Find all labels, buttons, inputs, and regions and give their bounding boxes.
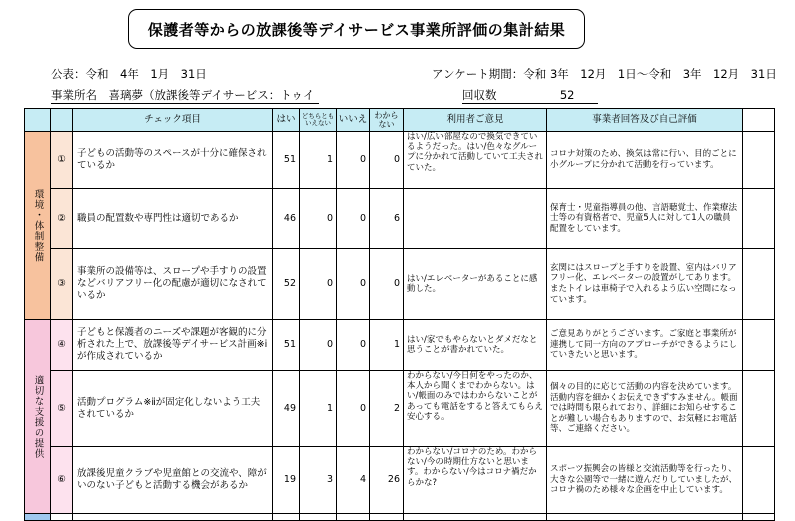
provider-response: ご意見ありがとうございます。ご家庭と事業所が連携して同一方向のアプローチができるようにしていきたいと思います。 xyxy=(547,320,743,371)
count-unknown: 2 xyxy=(370,371,404,447)
count-unknown: 26 xyxy=(370,447,404,514)
category-next xyxy=(25,514,51,521)
user-opinion: わからない/コロナのため。わからない/今の時期仕方ないと思います。わからない/今はコロナ禍だからかな? xyxy=(404,447,547,514)
user-opinion xyxy=(404,189,547,249)
count-yes: 52 xyxy=(273,249,300,320)
user-opinion: はい/広い部屋なので換気できているようだった。はい/色々なグループに分かれて活動していて工夫されていた。 xyxy=(404,132,547,189)
count-yes: 49 xyxy=(273,371,300,447)
count-no: 0 xyxy=(337,249,370,320)
count-neither: 3 xyxy=(300,447,337,514)
published-date: 公表：令和 4年 1月 31日 xyxy=(51,67,207,81)
header-response: 事業者回答及び自己評価 xyxy=(547,109,743,132)
table-header-row xyxy=(25,109,775,132)
check-item: 事業所の設備等は、スロープや手すりの設置などバリアフリー化の配慮が適切になされているか xyxy=(73,249,273,320)
count-yes: 19 xyxy=(273,447,300,514)
table-row xyxy=(25,320,775,371)
office-name: 事業所名 喜璃夢（放課後等デイサービス：トゥイ xyxy=(51,87,319,104)
count-neither: 0 xyxy=(300,189,337,249)
user-opinion: はい/エレベーターがあることに感動した。 xyxy=(404,249,547,320)
table-row xyxy=(25,371,775,447)
check-item: 職員の配置数や専門性は適切であるか xyxy=(73,189,273,249)
user-opinion: わからない/今日何をやったのか、本人から聞くまでわからない。はい/帳面のみではわからないことがあっても電話をすると答えてもらえ安心する。 xyxy=(404,371,547,447)
blank-cell xyxy=(743,514,775,521)
blank-cell xyxy=(743,447,775,514)
count-no: 4 xyxy=(337,447,370,514)
header-check-item: チェック項目 xyxy=(73,109,273,132)
count-no: 0 xyxy=(337,320,370,371)
provider-response: 個々の目的に応じて活動の内容を決めています。活動内容を細かくお伝えできずすみません。帳面では時間も限られており、詳細にお知らせすることが難しい場合もありますので、お気軽にお電話等、ご連絡ください。 xyxy=(547,371,743,447)
check-item: 活動プログラム※ⅱが固定化しないよう工夫されているか xyxy=(73,371,273,447)
header-no: いいえ xyxy=(337,109,370,132)
table-row xyxy=(25,132,775,189)
count-no: 0 xyxy=(337,371,370,447)
table-row xyxy=(25,189,775,249)
blank-cell xyxy=(743,249,775,320)
count-unknown: 6 xyxy=(370,189,404,249)
row-number: ④ xyxy=(51,320,73,371)
count-yes: 46 xyxy=(273,189,300,249)
blank-cell xyxy=(743,189,775,249)
responses-value: 52 xyxy=(559,88,575,102)
provider-response: スポーツ振興会の皆様と交流活動等を行ったり、大きな公園等で一緒に遊んだりしていましたが、コロナ禍のため様々な企画を中止しています。 xyxy=(547,447,743,514)
count-no: 0 xyxy=(337,189,370,249)
header-opinion: 利用者ご意見 xyxy=(404,109,547,132)
table-row-partial xyxy=(25,514,775,521)
count-yes: 51 xyxy=(273,132,300,189)
user-opinion xyxy=(404,514,547,521)
report-title xyxy=(128,9,585,49)
row-number: ③ xyxy=(51,249,73,320)
count-unknown: 0 xyxy=(370,249,404,320)
row-number: ⑤ xyxy=(51,371,73,447)
check-item: 子どもと保護者のニーズや課題が客観的に分析された上で、放課後等デイサービス計画※ⅰが作成されているか xyxy=(73,320,273,371)
header-category xyxy=(25,109,51,132)
row-number xyxy=(51,514,73,521)
row-number: ① xyxy=(51,132,73,189)
count-neither xyxy=(300,514,337,521)
count-unknown xyxy=(370,514,404,521)
count-neither: 1 xyxy=(300,132,337,189)
blank-cell xyxy=(743,371,775,447)
check-item: 子どもの活動等のスペースが十分に確保されているか xyxy=(73,132,273,189)
count-no xyxy=(337,514,370,521)
check-item: 放課後児童クラブや児童館との交流や、障がいのない子どもと活動する機会があるか xyxy=(73,447,273,514)
category-environment: 環境・体制整備 xyxy=(25,132,51,320)
count-unknown: 0 xyxy=(370,132,404,189)
count-neither: 1 xyxy=(300,371,337,447)
header-neither: どちらとも いえない xyxy=(300,109,337,132)
count-neither: 0 xyxy=(300,249,337,320)
header-unknown: わから ない xyxy=(370,109,404,132)
provider-response xyxy=(547,514,743,521)
row-number: ⑥ xyxy=(51,447,73,514)
count-unknown: 1 xyxy=(370,320,404,371)
provider-response: 玄関にはスロープと手すりを設置、室内はバリアフリー化、エレベーターの設置がしてあります。またトイレは車椅子で入れるよう広い空間になっています。 xyxy=(547,249,743,320)
blank-cell xyxy=(743,132,775,189)
count-no: 0 xyxy=(337,132,370,189)
check-item xyxy=(73,514,273,521)
table-row xyxy=(25,249,775,320)
header-blank xyxy=(743,109,775,132)
report-title-text: 保護者等からの放課後等デイサービス事業所評価の集計結果 xyxy=(147,20,566,39)
table-row xyxy=(25,447,775,514)
survey-period: アンケート期間：令和 3年 12月 1日～令和 3年 12月 31日 xyxy=(432,67,777,81)
header-yes: はい xyxy=(273,109,300,132)
user-opinion: はい/家でもやらないとダメだなと思うことが書かれていた。 xyxy=(404,320,547,371)
responses-label: 回収数 xyxy=(462,88,497,102)
category-support: 適切な支援の提供 xyxy=(25,320,51,514)
count-yes: 51 xyxy=(273,320,300,371)
provider-response: 保育士・児童指導員の他、言語聴覚士、作業療法士等の有資格者で、児童5人に対して1人の職員配置をしています。 xyxy=(547,189,743,249)
provider-response: コロナ対策のため、換気は常に行い、目的ごとに小グループに分かれて活動を行っています。 xyxy=(547,132,743,189)
header-number xyxy=(51,109,73,132)
count-neither: 0 xyxy=(300,320,337,371)
evaluation-table xyxy=(24,108,775,521)
count-yes xyxy=(273,514,300,521)
row-number: ② xyxy=(51,189,73,249)
responses-count xyxy=(462,87,598,104)
blank-cell xyxy=(743,320,775,371)
